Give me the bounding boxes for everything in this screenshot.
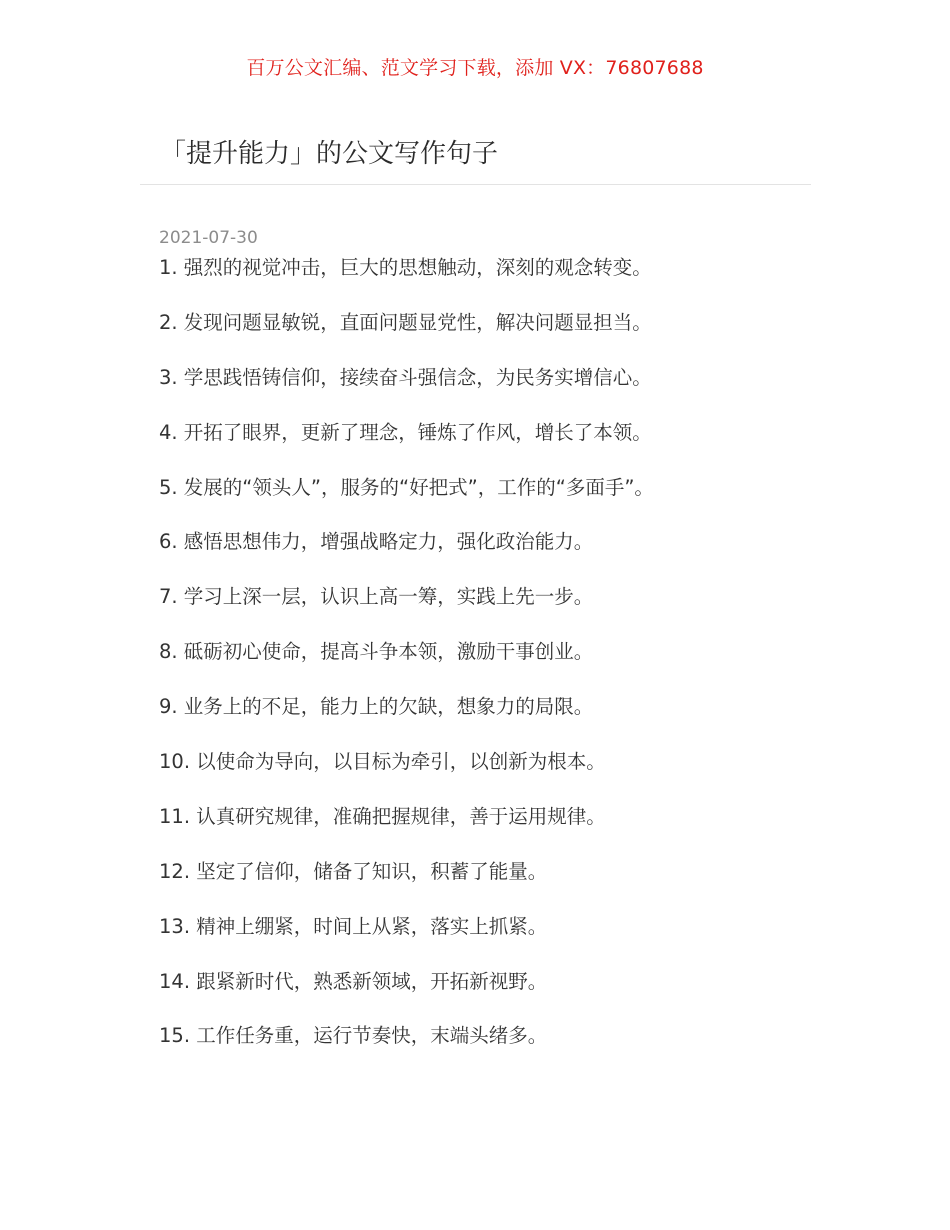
list-item: 15. 工作任务重，运行节奏快，末端头绪多。 — [159, 1024, 548, 1048]
list-item: 13. 精神上绷紧，时间上从紧，落实上抓紧。 — [159, 914, 548, 938]
title-divider — [140, 184, 811, 185]
list-item: 10. 以使命为导向，以目标为牵引，以创新为根本。 — [159, 750, 606, 774]
list-item: 8. 砥砺初心使命，提高斗争本领，激励干事创业。 — [159, 640, 594, 664]
list-item: 5. 发展的“领头人”，服务的“好把式”，工作的“多面手”。 — [159, 475, 654, 499]
promo-banner: 百万公文汇编、范文学习下载，添加 VX：76807688 — [246, 57, 704, 79]
sentence-list — [159, 255, 654, 1078]
list-item: 1. 强烈的视觉冲击，巨大的思想触动，深刻的观念转变。 — [159, 256, 652, 279]
list-item: 4. 开拓了眼界，更新了理念，锤炼了作风，增长了本领。 — [159, 420, 652, 444]
publish-date: 2021-07-30 — [159, 228, 258, 248]
list-item: 7. 学习上深一层，认识上高一筹，实践上先一步。 — [159, 585, 594, 609]
page-title: 「提升能力」的公文写作句子 — [160, 139, 499, 169]
list-item: 9. 业务上的不足，能力上的欠缺，想象力的局限。 — [159, 695, 594, 719]
list-item: 6. 感悟思想伟力，增强战略定力，强化政治能力。 — [159, 530, 594, 554]
list-item: 14. 跟紧新时代，熟悉新领域，开拓新视野。 — [159, 969, 548, 993]
list-item: 3. 学思践悟铸信仰，接续奋斗强信念，为民务实增信心。 — [159, 365, 652, 389]
list-item: 12. 坚定了信仰，储备了知识，积蓄了能量。 — [159, 859, 548, 883]
list-item: 11. 认真研究规律，准确把握规律，善于运用规律。 — [159, 804, 606, 828]
list-item: 2. 发现问题显敏锐，直面问题显党性，解决问题显担当。 — [159, 310, 652, 334]
